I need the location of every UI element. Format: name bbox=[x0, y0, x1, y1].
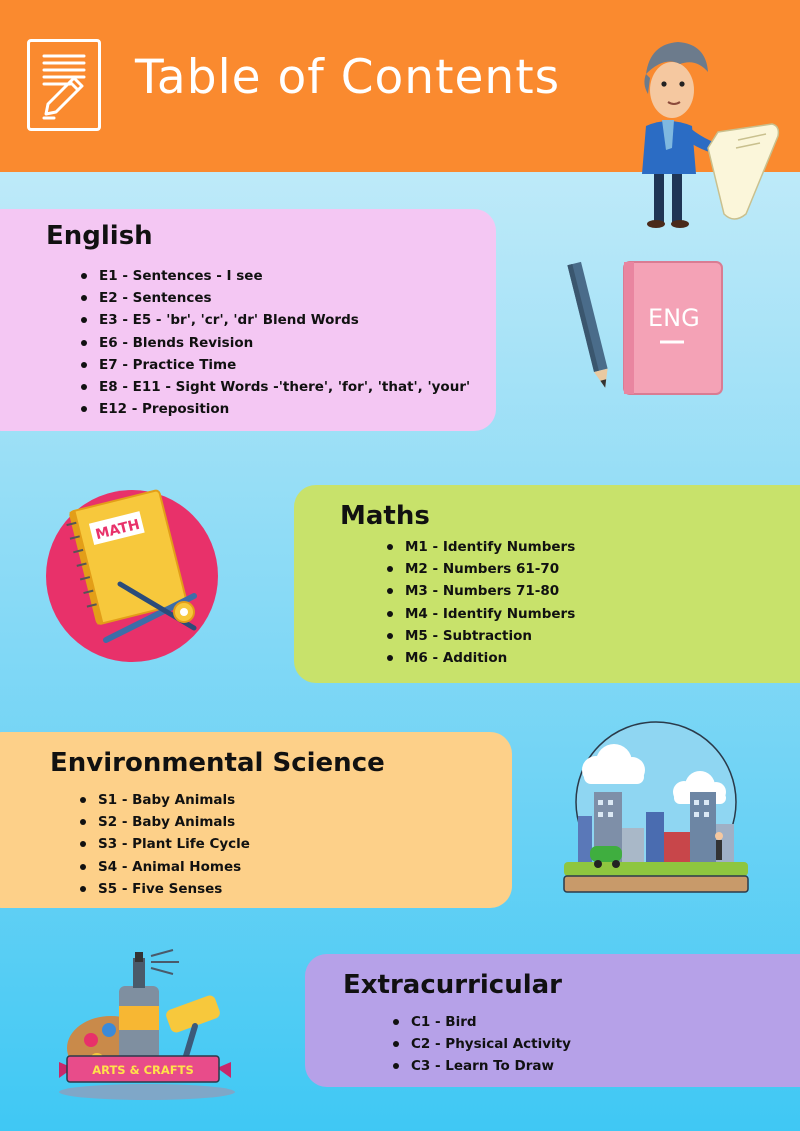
list-item: S4 - Animal Homes bbox=[80, 856, 250, 878]
document-pencil-icon bbox=[27, 39, 101, 131]
extracurricular-heading: Extracurricular bbox=[343, 970, 563, 1000]
list-item: M6 - Addition bbox=[387, 647, 575, 669]
list-item: E3 - E5 - 'br', 'cr', 'dr' Blend Words bbox=[81, 309, 470, 331]
list-item: E2 - Sentences bbox=[81, 287, 470, 309]
list-item: M4 - Identify Numbers bbox=[387, 603, 575, 625]
maths-section-card bbox=[294, 485, 800, 683]
list-item: S2 - Baby Animals bbox=[80, 811, 250, 833]
arts-banner-label: ARTS & CRAFTS bbox=[92, 1063, 194, 1077]
environmental-science-section-card bbox=[0, 732, 512, 908]
list-item: C2 - Physical Activity bbox=[393, 1033, 571, 1055]
english-list bbox=[81, 265, 470, 420]
english-section-card bbox=[0, 209, 496, 431]
page-title: Table of Contents bbox=[135, 50, 561, 105]
list-item: M2 - Numbers 61-70 bbox=[387, 558, 575, 580]
list-item: E6 - Blends Revision bbox=[81, 332, 470, 354]
maths-list bbox=[387, 536, 575, 669]
list-item: C3 - Learn To Draw bbox=[393, 1055, 571, 1077]
teacher-illustration bbox=[610, 28, 790, 233]
list-item: M5 - Subtraction bbox=[387, 625, 575, 647]
evs-heading: Environmental Science bbox=[50, 748, 385, 778]
extracurricular-list bbox=[393, 1011, 571, 1078]
math-notebook-illustration bbox=[44, 484, 224, 666]
list-item: C1 - Bird bbox=[393, 1011, 571, 1033]
maths-heading: Maths bbox=[340, 501, 430, 531]
document-pencil-icon-svg bbox=[30, 42, 98, 128]
evs-list bbox=[80, 789, 250, 900]
list-item: E8 - E11 - Sight Words -'there', 'for', 'that', 'your' bbox=[81, 376, 470, 398]
list-item: S3 - Plant Life Cycle bbox=[80, 833, 250, 855]
list-item: M1 - Identify Numbers bbox=[387, 536, 575, 558]
list-item: S1 - Baby Animals bbox=[80, 789, 250, 811]
list-item: S5 - Five Senses bbox=[80, 878, 250, 900]
list-item: E1 - Sentences - I see bbox=[81, 265, 470, 287]
list-item: M3 - Numbers 71-80 bbox=[387, 580, 575, 602]
list-item: E7 - Practice Time bbox=[81, 354, 470, 376]
extracurricular-section-card bbox=[305, 954, 800, 1087]
book-label: ENG bbox=[648, 304, 700, 332]
notebook-label: MATH bbox=[94, 516, 142, 544]
english-heading: English bbox=[46, 221, 153, 251]
english-book-illustration bbox=[566, 252, 736, 400]
city-globe-illustration bbox=[556, 720, 756, 900]
arts-and-crafts-illustration bbox=[55, 944, 245, 1104]
list-item: E12 - Preposition bbox=[81, 398, 470, 420]
